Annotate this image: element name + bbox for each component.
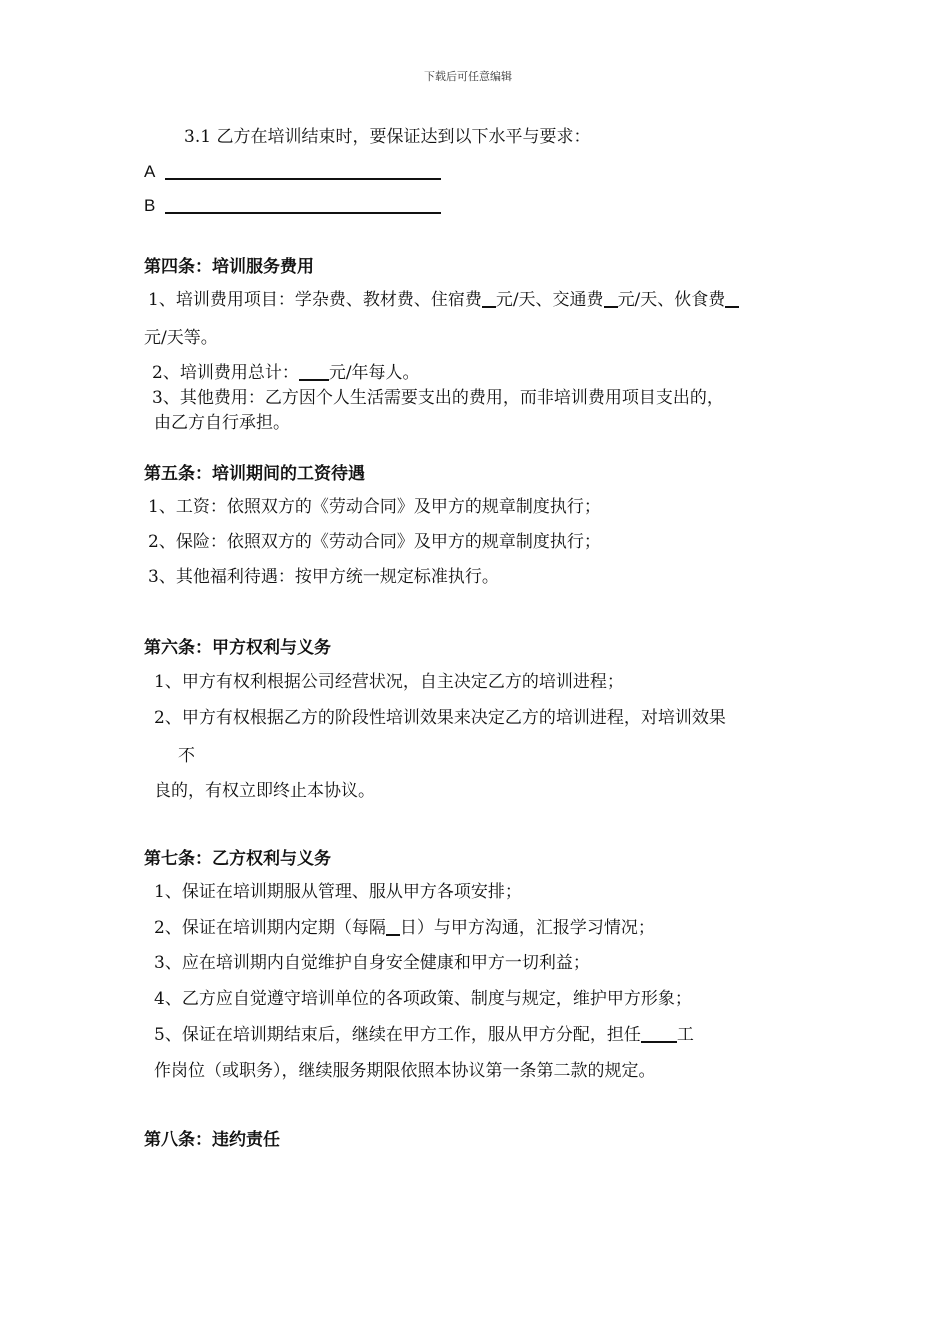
section-4-item-3-cont: 由乙方自行承担。 <box>154 413 290 433</box>
section-6-item-2-cont-a: 不 <box>178 746 195 766</box>
section-7-item-2-text-b: 日）与甲方沟通，汇报学习情况； <box>399 918 655 938</box>
section-6-title: 第六条：甲方权利与义务 <box>144 638 331 658</box>
section-4-item-3: 3、其他费用：乙方因个人生活需要支出的费用，而非培训费用项目支出的， <box>152 388 724 408</box>
section-7-item-5 <box>154 1024 694 1046</box>
blank <box>386 918 400 936</box>
requirement-a-blank <box>165 162 441 180</box>
page-header: 下载后可任意编辑 <box>424 70 512 83</box>
section-4-item-2-text-b: 元/年每人。 <box>328 363 420 383</box>
requirement-a <box>144 161 441 183</box>
section-5-item-1: 1、工资：依照双方的《劳动合同》及甲方的规章制度执行； <box>148 497 601 517</box>
section-5-item-2: 2、保险：依照双方的《劳动合同》及甲方的规章制度执行； <box>148 532 601 552</box>
section-6-item-2-cont-b: 良的，有权立即终止本协议。 <box>154 781 375 801</box>
section-7-item-2 <box>154 917 655 939</box>
section-5-item-3: 3、其他福利待遇：按甲方统一规定标准执行。 <box>148 567 499 587</box>
section-4-item-1-text-a: 1、培训费用项目：学杂费、教材费、住宿费 <box>148 290 482 310</box>
section-6-item-2: 2、甲方有权根据乙方的阶段性培训效果来决定乙方的培训进程，对培训效果 <box>154 708 726 728</box>
section-4-item-2-text-a: 2、培训费用总计： <box>152 363 299 383</box>
section-6-item-1: 1、甲方有权利根据公司经营状况，自主决定乙方的培训进程； <box>154 672 624 692</box>
section-7-item-5-text-b: 工 <box>676 1025 694 1045</box>
blank <box>299 363 329 381</box>
requirement-a-label: A <box>144 162 156 181</box>
section-4-item-1-cont: 元/天等。 <box>144 328 218 348</box>
section-4-item-1-text-b: 元/天、交通费 <box>495 290 604 310</box>
clause-3-1: 3.1 乙方在培训结束时，要保证达到以下水平与要求： <box>184 127 591 147</box>
requirement-b <box>144 195 441 217</box>
section-4-title: 第四条：培训服务费用 <box>144 257 314 277</box>
section-7-item-1: 1、保证在培训期服从管理、服从甲方各项安排； <box>154 882 522 902</box>
section-4-item-1-text-c: 元/天、伙食费 <box>617 290 726 310</box>
section-7-item-2-text-a: 2、保证在培训期内定期（每隔 <box>154 918 386 938</box>
section-7-item-4: 4、乙方应自觉遵守培训单位的各项政策、制度与规定，维护甲方形象； <box>154 989 692 1009</box>
blank <box>725 290 739 308</box>
blank <box>482 290 496 308</box>
blank <box>604 290 618 308</box>
section-7-title: 第七条：乙方权利与义务 <box>144 849 331 869</box>
section-5-title: 第五条：培训期间的工资待遇 <box>144 464 365 484</box>
blank <box>641 1025 677 1043</box>
section-4-item-2 <box>152 362 420 384</box>
section-7-item-5-cont: 作岗位（或职务），继续服务期限依照本协议第一条第二款的规定。 <box>154 1061 656 1081</box>
requirement-b-label: B <box>144 196 156 215</box>
section-8-title: 第八条：违约责任 <box>144 1130 280 1150</box>
section-7-item-5-text-a: 5、保证在培训期结束后，继续在甲方工作，服从甲方分配，担任 <box>154 1025 641 1045</box>
section-7-item-3: 3、应在培训期内自觉维护自身安全健康和甲方一切利益； <box>154 953 590 973</box>
section-4-item-1 <box>148 289 739 311</box>
requirement-b-blank <box>165 196 441 214</box>
